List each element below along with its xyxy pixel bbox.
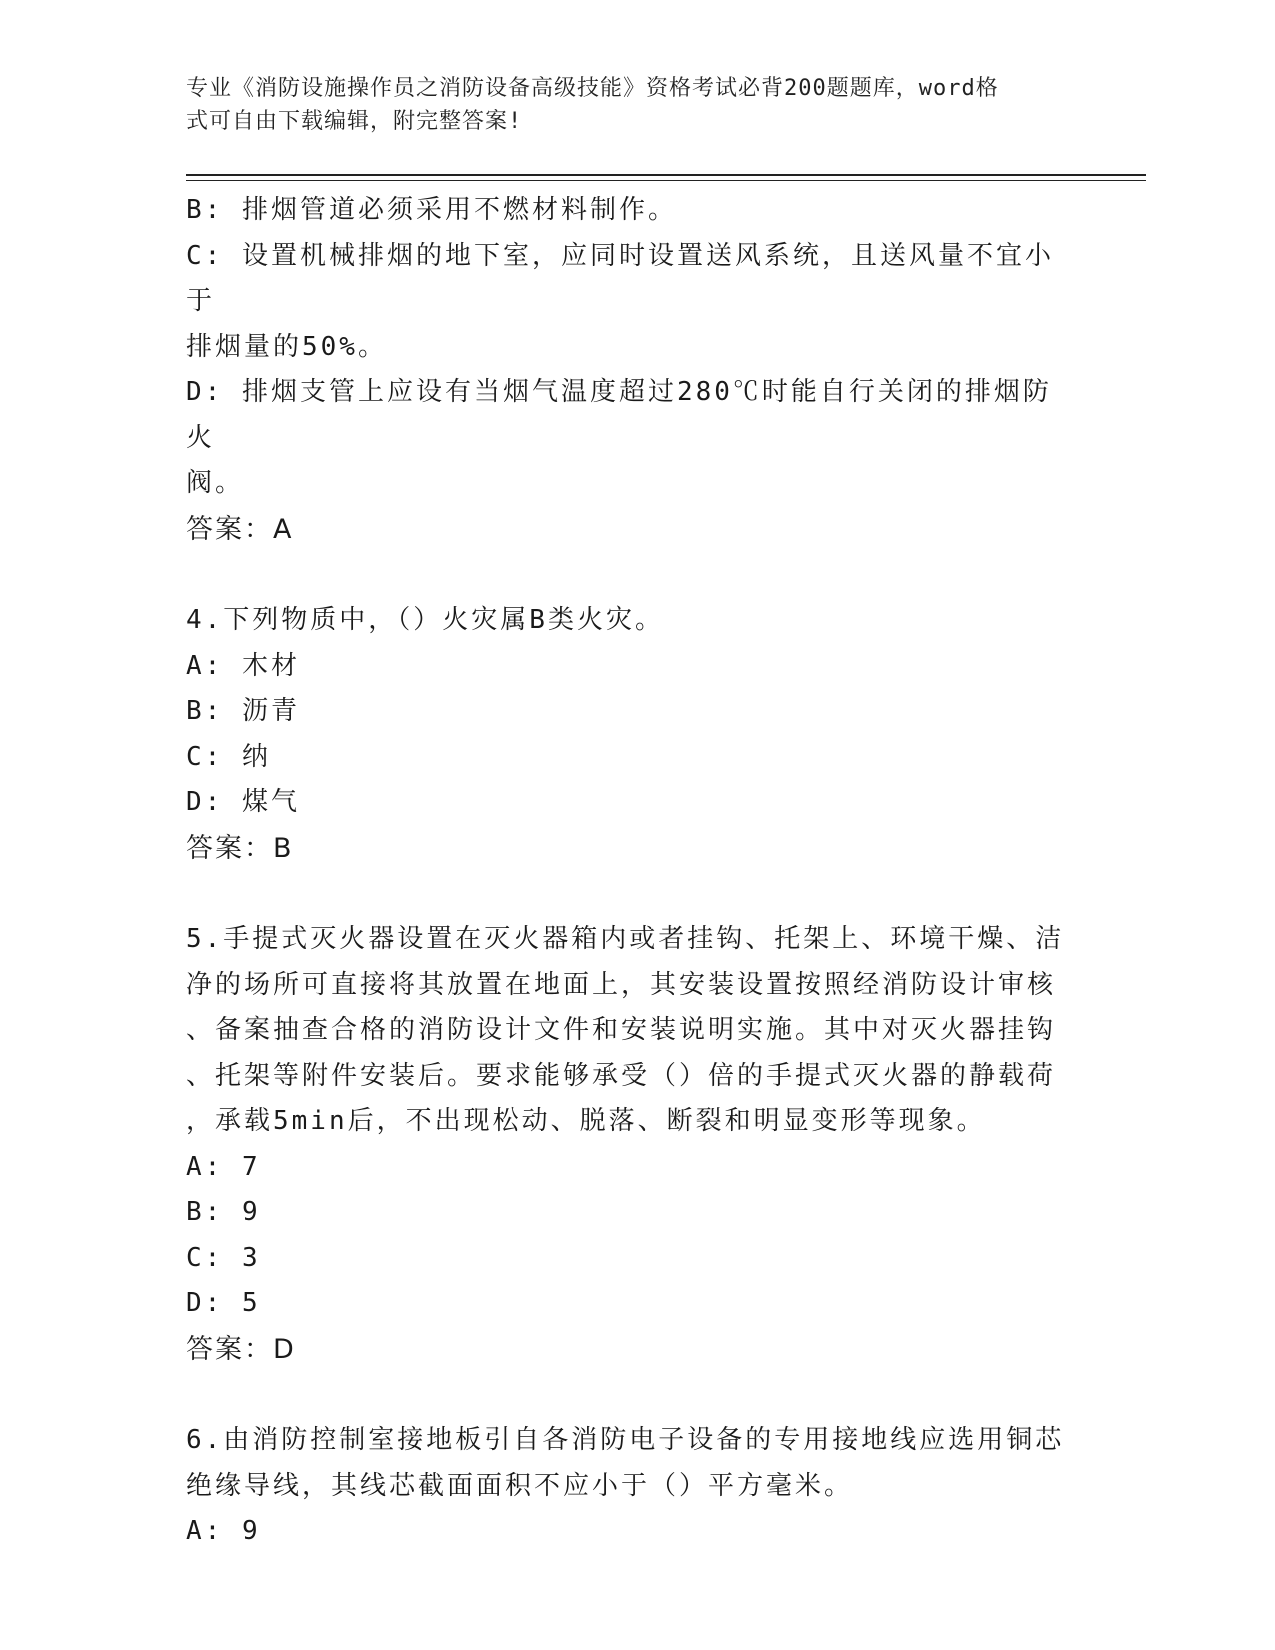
question-4-answer: 答案：B	[186, 832, 294, 864]
question-5-block	[186, 917, 1066, 1372]
question-4-stem: 4.下列物质中，（）火灾属B类火灾。	[186, 605, 664, 635]
question-5-stem-line-1: 5.手提式灭火器设置在灭火器箱内或者挂钩、托架上、环境干燥、洁	[186, 924, 1065, 954]
question-3-option-b: B: 排烟管道必须采用不燃材料制作。	[186, 195, 677, 225]
question-3-option-c-line-2: 排烟量的50%。	[186, 331, 387, 362]
question-5-answer: 答案：D	[186, 1333, 296, 1365]
question-6-block	[186, 1418, 1066, 1555]
question-5-stem-line-2: 净的场所可直接将其放置在地面上，其安装设置按照经消防设计审核	[186, 969, 1057, 1000]
question-5-stem-line-5: ，承载5min后，不出现松动、脱落、断裂和明显变形等现象。	[186, 1106, 986, 1136]
header-line-1: 专业《消防设施操作员之消防设备高级技能》资格考试必背200题题库，word格	[186, 76, 999, 101]
question-3-option-c-line-1: C: 设置机械排烟的地下室，应同时设置送风系统，且送风量不宜小于	[186, 240, 1054, 316]
question-3-answer: 答案：A	[186, 513, 294, 545]
question-4-block	[186, 598, 1066, 871]
header-rule-thin	[186, 180, 1146, 181]
question-5-option-c: C: 3	[186, 1242, 261, 1273]
document-body	[186, 188, 1066, 1555]
question-3-block	[186, 188, 1066, 552]
question-5-option-a: A: 7	[186, 1151, 261, 1182]
question-4-option-a: A: 木材	[186, 650, 300, 681]
question-4-option-c: C: 纳	[186, 741, 271, 772]
question-5-option-b: B: 9	[186, 1197, 261, 1227]
question-6-stem-line-2: 绝缘导线，其线芯截面面积不应小于（）平方毫米。	[186, 1470, 854, 1501]
question-6-stem-line-1: 6.由消防控制室接地板引自各消防电子设备的专用接地线应选用铜芯	[186, 1425, 1065, 1455]
question-5-option-d: D: 5	[186, 1288, 261, 1318]
document-header	[186, 72, 1066, 138]
question-5-stem-line-3: 、备案抽查合格的消防设计文件和安装说明实施。其中对灭火器挂钩	[186, 1015, 1057, 1045]
question-3-option-d-line-1: D: 排烟支管上应设有当烟气温度超过280℃时能自行关闭的排烟防火	[186, 377, 1052, 453]
question-4-option-d: D: 煤气	[186, 787, 300, 817]
header-rule-thick	[186, 174, 1146, 176]
header-line-2: 式可自由下载编辑，附完整答案!	[186, 109, 523, 134]
spacer	[186, 1372, 1066, 1418]
question-5-stem-line-4: 、托架等附件安装后。要求能够承受（）倍的手提式灭火器的静载荷	[186, 1060, 1057, 1091]
spacer	[186, 871, 1066, 917]
question-6-option-a: A: 9	[186, 1516, 261, 1546]
spacer	[186, 552, 1066, 598]
question-4-option-b: B: 沥青	[186, 696, 300, 726]
question-3-option-d-line-2: 阀。	[186, 468, 245, 498]
